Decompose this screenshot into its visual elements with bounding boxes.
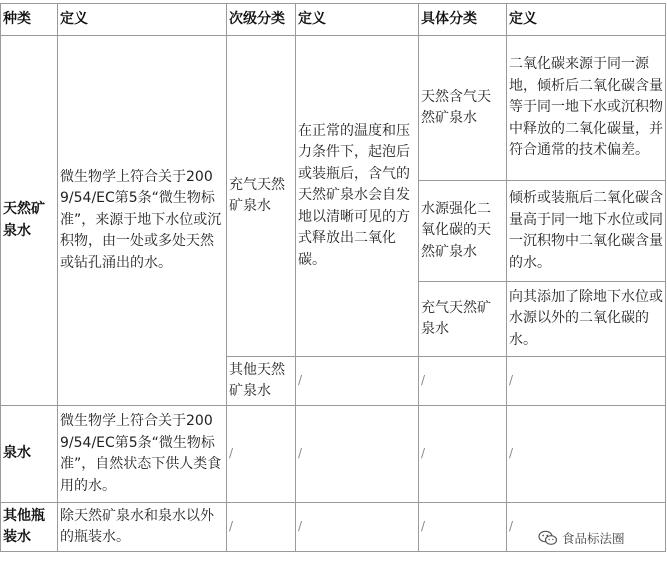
- specific-category-spring-water: /: [419, 406, 507, 503]
- sub-definition-carbonated: 在正常的温度和压力条件下，起泡后或装瓶后，含气的天然矿泉水会自发地以清晰可见的方式释放出二氧化碳。: [296, 36, 419, 357]
- header-sub-definition: 定义: [296, 4, 419, 36]
- specific-definition-fortified: 倾析或装瓶后二氧化碳含量高于同一地下水位或同一沉积物中二氧化碳含量的水。: [507, 181, 666, 282]
- sub-definition-other: /: [296, 357, 419, 406]
- header-definition: 定义: [58, 4, 227, 36]
- specific-category-fortified: 水源强化二氧化碳的天然矿泉水: [419, 181, 507, 282]
- sub-definition-other-bottled-water: /: [296, 503, 419, 552]
- wechat-icon: [538, 530, 558, 546]
- specific-definition-naturally-carbonated: 二氧化碳来源于同一源地，倾析后二氧化碳含量等于同一地下水或沉积物中释放的二氧化碳量，并符合通常的技术偏差。: [507, 36, 666, 181]
- definition-natural-mineral-water: 微生物学上符合关于2009/54/EC第5条“微生物标准”，来源于地下水位或沉积物，由一处或多处天然或钻孔涌出的水。: [58, 36, 227, 406]
- specific-category-other-bottled-water: /: [419, 503, 507, 552]
- specific-definition-other: /: [507, 357, 666, 406]
- subcategory-spring-water: /: [227, 406, 296, 503]
- header-subcategory: 次级分类: [227, 4, 296, 36]
- subcategory-other: 其他天然矿泉水: [227, 357, 296, 406]
- kind-natural-mineral-water: 天然矿泉水: [1, 36, 58, 406]
- header-specific-definition: 定义: [507, 4, 666, 36]
- table-row: [1, 406, 666, 503]
- watermark: [536, 529, 627, 547]
- subcategory-carbonated: 充气天然矿泉水: [227, 36, 296, 357]
- definition-other-bottled-water: 除天然矿泉水和泉水以外的瓶装水。: [58, 503, 227, 552]
- kind-other-bottled-water: 其他瓶装水: [1, 503, 58, 552]
- definition-spring-water: 微生物学上符合关于2009/54/EC第5条“微生物标准”，自然状态下供人类食用的水。: [58, 406, 227, 503]
- specific-category-naturally-carbonated: 天然含气天然矿泉水: [419, 36, 507, 181]
- specific-category-other: /: [419, 357, 507, 406]
- kind-spring-water: 泉水: [1, 406, 58, 503]
- specific-category-carbonated: 充气天然矿泉水: [419, 282, 507, 357]
- subcategory-other-bottled-water: /: [227, 503, 296, 552]
- specific-definition-spring-water: /: [507, 406, 666, 503]
- header-kind: 种类: [1, 4, 58, 36]
- header-specific-category: 具体分类: [419, 4, 507, 36]
- header-row: [1, 4, 666, 36]
- water-classification-table: [0, 3, 666, 552]
- specific-definition-other-bottled-water: /: [507, 503, 666, 552]
- sub-definition-spring-water: /: [296, 406, 419, 503]
- specific-definition-carbonated: 向其添加了除地下水位或水源以外的二氧化碳的水。: [507, 282, 666, 357]
- watermark-text: 食品标法圈: [562, 531, 625, 546]
- table-row: [1, 36, 666, 181]
